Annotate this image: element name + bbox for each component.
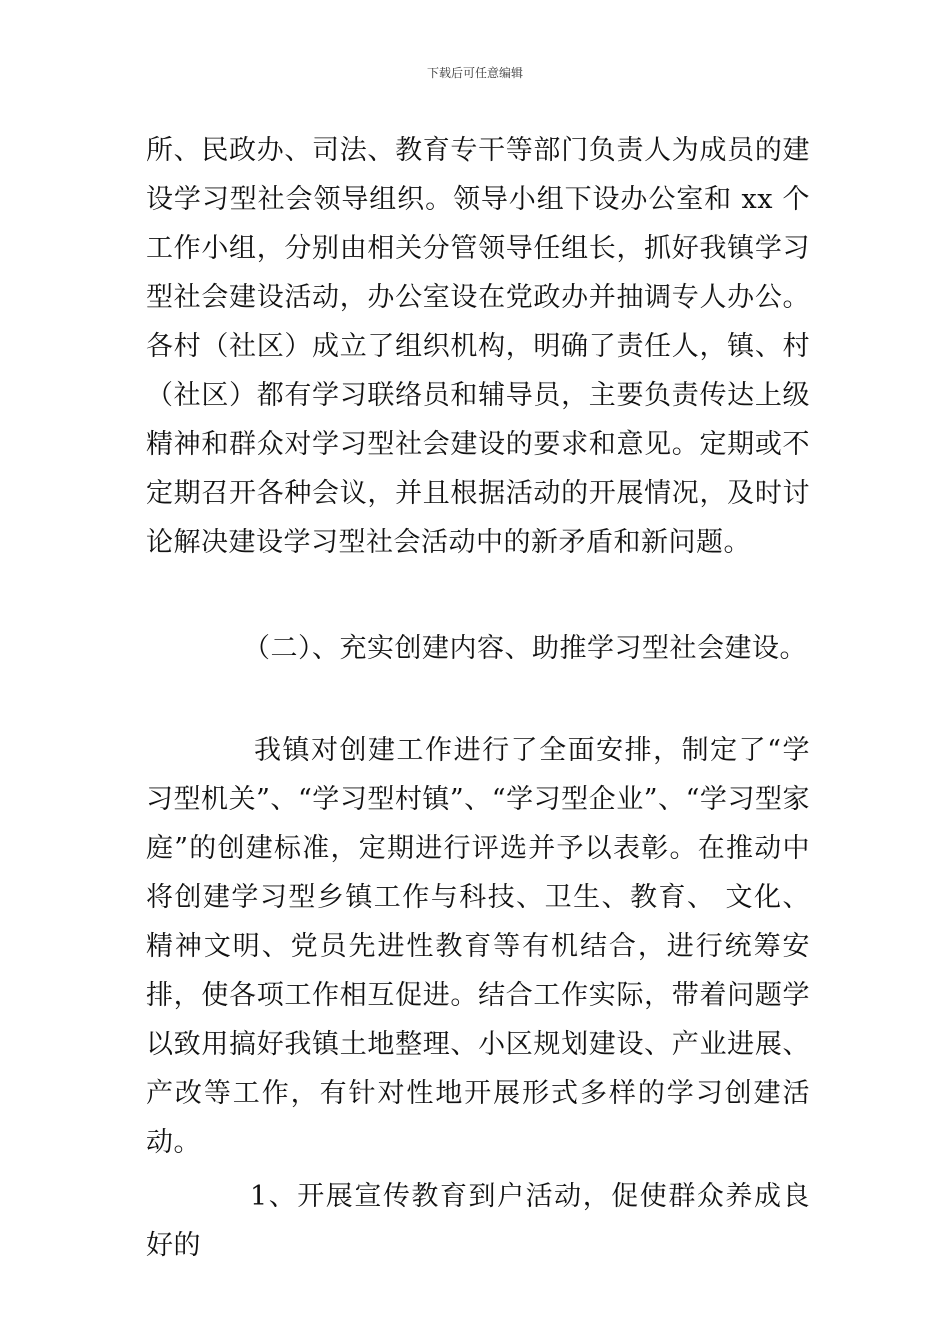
page-header: 下载后可任意编辑 bbox=[426, 66, 523, 80]
body-paragraph-2: 我镇对创建工作进行了全面安排，制定了“学习型机关”、“学习型村镇”、“学习型企业”、“学习型家庭”的创建标准，定期进行评选并予以表彰。在推动中将创建学习型乡镇工作与科技、卫生、教育、 文化、精神文明、党员先进性教育等有机结合，进行统筹安排，使各项工作相互促进。结合工作实际，带着问题学以致用搞好我镇土地整理、小区规划建设、产业进展、产改等工作，有针对性地开展形式多样的学习创建活动。 bbox=[146, 735, 810, 1158]
body-paragraph-3: 1、开展宣传教育到户活动，促使群众养成良好的 bbox=[146, 1181, 810, 1261]
section-heading: （二）、充实创建内容、助推学习型社会建设。 bbox=[243, 633, 807, 664]
body-paragraph-1: 所、民政办、司法、教育专干等部门负责人为成员的建设学习型社会领导组织。领导小组下设办公室和 xx 个工作小组，分别由相关分管领导任组长，抓好我镇学习型社会建设活动，办公室设在党政办并抽调专人办公。各村（社区）成立了组织机构，明确了责任人，镇、村（社区）都有学习联络员和辅导员，主要负责传达上级精神和群众对学习型社会建设的要求和意见。定期或不定期召开各种会议，并且根据活动的开展情况，及时讨论解决建设学习型社会活动中的新矛盾和新问题。 bbox=[146, 135, 810, 558]
